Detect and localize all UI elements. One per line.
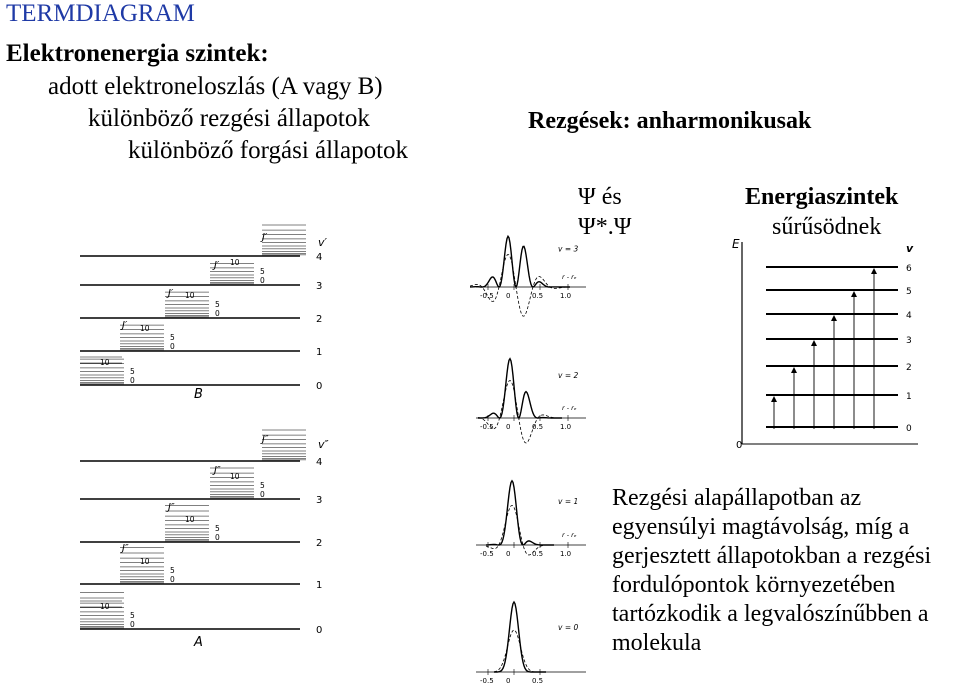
rotational-number: 5 — [215, 524, 220, 533]
state-label-A: A — [194, 635, 203, 650]
wf-tick-label: -0.5 — [480, 292, 494, 300]
wf-tick-label: 0.5 — [532, 292, 544, 300]
description-line: egyensúlyi magtávolság, míg a — [612, 514, 910, 540]
energy-levels — [766, 264, 912, 434]
rotational-number: 10 — [140, 324, 150, 333]
energy-level-diagram — [728, 232, 960, 462]
bullet-vibrational-states: különböző rezgési állapotok — [88, 105, 370, 132]
rotational-number: 0 — [260, 276, 265, 285]
description-text — [612, 484, 960, 658]
vibrational-number: 4 — [316, 252, 323, 263]
rotational-number: 5 — [130, 611, 135, 620]
wf-tick-label: 0 — [506, 677, 511, 685]
bullet-rotational-states: különböző forgási állapotok — [128, 137, 409, 164]
rotational-number: 10 — [100, 358, 110, 367]
wf-tick-label: 1.0 — [560, 550, 572, 558]
wf-tick-label: -0.5 — [480, 550, 494, 558]
vibrational-number: 0 — [316, 625, 323, 636]
description-line: Rezgési alapállapotban az — [612, 485, 862, 511]
wf-tick-label: 1.0 — [560, 292, 572, 300]
energy-v-label: v — [906, 242, 914, 255]
rotational-number: 0 — [130, 620, 135, 629]
wf-state-label: v = 0 — [558, 622, 579, 632]
wf-tick-label: 0 — [506, 550, 511, 558]
vibrational-number: 2 — [316, 538, 323, 549]
probability-density-curve — [486, 481, 554, 545]
rotational-number: 5 — [130, 367, 135, 376]
J-label: J′ — [122, 320, 128, 331]
wf-tick-label: 0.5 — [532, 550, 544, 558]
slide-title: TERMDIAGRAM — [6, 0, 195, 27]
description-line: gerjesztett állapotokban a rezgési — [612, 543, 932, 569]
rotational-number: 0 — [170, 342, 175, 351]
rotational-number: 0 — [170, 575, 175, 584]
transition-arrowhead — [851, 291, 857, 297]
transition-arrowhead — [771, 396, 777, 402]
vibrational-number: 3 — [316, 281, 323, 292]
energy-level-number: 4 — [906, 311, 912, 321]
psi-label-line2: Ψ*.Ψ — [578, 214, 632, 240]
wavefunction-curve — [486, 505, 554, 555]
vibrational-number: 0 — [316, 381, 323, 392]
wf-tick-label: 0.5 — [532, 423, 544, 431]
J-label: J′ — [214, 260, 220, 271]
rotational-number: 10 — [185, 291, 195, 300]
rotational-number: 5 — [215, 300, 220, 309]
energy-level-number: 5 — [906, 287, 912, 297]
energy-origin-label: 0 — [736, 440, 743, 451]
rotational-number: 5 — [260, 481, 265, 490]
vibrational-number: 1 — [316, 347, 323, 358]
probability-density-curve — [494, 602, 546, 672]
wf-state-label: v = 1 — [558, 497, 579, 506]
energy-level-number: 0 — [906, 424, 912, 434]
rotational-number: 10 — [185, 515, 195, 524]
rotational-number: 5 — [260, 267, 265, 276]
rotational-number: 10 — [140, 557, 150, 566]
wf-tick-label: 1.0 — [560, 423, 572, 431]
wf-tick-label: -0.5 — [480, 677, 494, 685]
energy-level-number: 2 — [906, 363, 912, 373]
probability-density-curve — [470, 236, 570, 287]
wavefunction-curve — [478, 381, 562, 444]
J-label: J″ — [168, 502, 175, 513]
wf-tick-label: -0.5 — [480, 423, 494, 431]
transition-arrowhead — [811, 340, 817, 346]
J-label: J″ — [262, 434, 269, 445]
transition-arrowhead — [831, 315, 837, 321]
wf-tick-label: 0.5 — [532, 677, 544, 685]
J-label: J″ — [122, 543, 129, 554]
wf-axis-label: r - rₑ — [562, 404, 577, 412]
rotational-number: 10 — [100, 602, 110, 611]
rotational-number: 5 — [170, 333, 175, 342]
J-label: J′ — [168, 288, 174, 299]
wf-tick-label: 0 — [506, 292, 511, 300]
energy-level-number: 6 — [906, 264, 912, 274]
bullet-electron-distribution: adott elektroneloszlás (A vagy B) — [48, 73, 383, 100]
wf-state-label: v = 2 — [558, 371, 579, 381]
J-label: J′ — [262, 232, 268, 243]
upper-electronic-state — [80, 225, 322, 392]
state-label-B: B — [194, 387, 203, 402]
vibrational-number: 4 — [316, 457, 323, 468]
section-heading: Elektronenergia szintek: — [6, 40, 269, 67]
transition-arrowhead — [871, 268, 877, 274]
wavefunction-group — [470, 236, 590, 688]
description-line: fordulópontok környezetében — [612, 572, 896, 598]
vibrational-number: 1 — [316, 580, 323, 591]
rotational-number: 0 — [215, 309, 220, 318]
energy-subheading: sűrűsödnek — [772, 214, 882, 240]
wf-axis-label: r - rₑ — [562, 531, 577, 539]
probability-density-curve — [478, 359, 562, 418]
energy-axis-label: E — [732, 237, 740, 251]
vibration-heading: Rezgések: anharmonikusak — [528, 108, 812, 134]
energy-heading: Energiaszintek — [745, 184, 899, 210]
vibrational-number: 2 — [316, 314, 323, 325]
wf-tick-label: 0 — [506, 423, 511, 431]
term-diagram — [0, 0, 340, 688]
v-double-prime-label: v″ — [318, 438, 329, 451]
vibrational-number: 3 — [316, 495, 323, 506]
lower-electronic-state — [80, 430, 322, 636]
wf-state-label: v = 3 — [558, 244, 579, 254]
rotational-number: 0 — [130, 376, 135, 385]
rotational-number: 5 — [170, 566, 175, 575]
wf-axis-label: r - rₑ — [562, 273, 577, 281]
rotational-number: 0 — [260, 490, 265, 499]
psi-label-line1: Ψ és — [578, 184, 622, 210]
rotational-number: 10 — [230, 472, 240, 481]
v-prime-label: v′ — [318, 236, 328, 249]
rotational-number: 10 — [230, 258, 240, 267]
rotational-number: 0 — [215, 533, 220, 542]
J-label: J″ — [214, 465, 221, 476]
energy-level-number: 1 — [906, 392, 912, 402]
wavefunction-panels — [470, 215, 595, 688]
description-line: tartózkodik a legvalószínűbben a — [612, 601, 929, 627]
energy-level-number: 3 — [906, 336, 912, 346]
description-line: molekula — [612, 630, 702, 656]
transition-arrowhead — [791, 367, 797, 373]
